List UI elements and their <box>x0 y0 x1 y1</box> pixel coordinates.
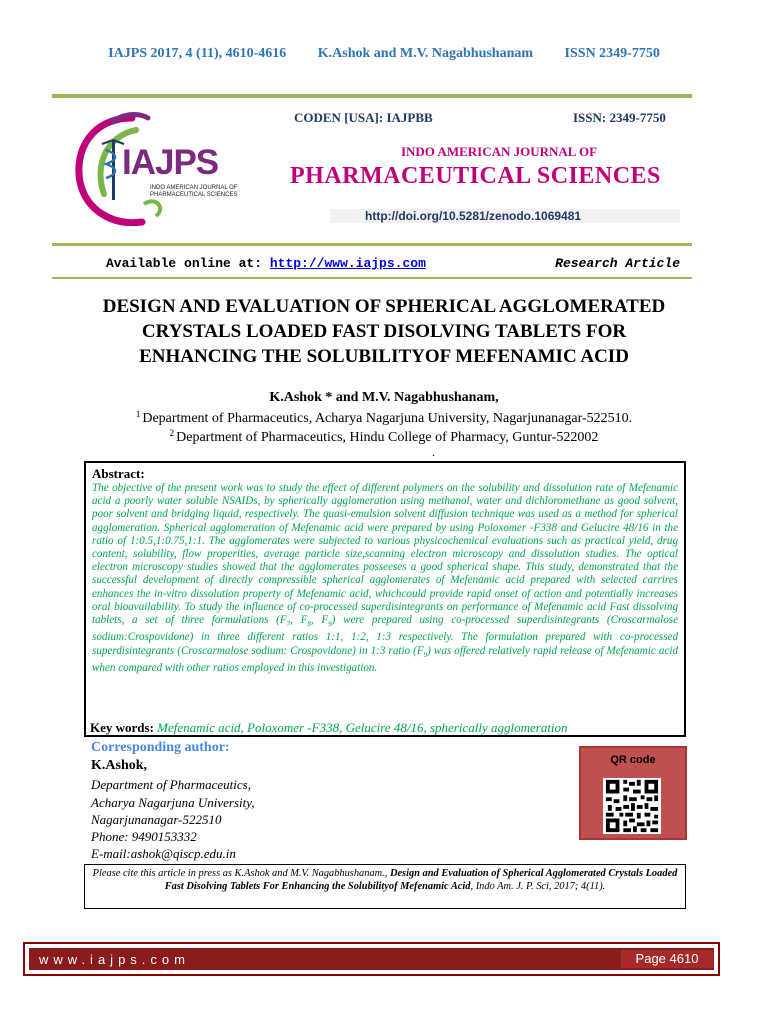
header-authors: K.Ashok and M.V. Nagabhushanam <box>317 46 534 61</box>
citation-suffix: , Indo Am. J. P. Sci, 2017; 4(11). <box>470 880 606 892</box>
corresponding-city: Nagarjunanagar-522510 <box>91 812 222 827</box>
article-type: Research Article <box>555 256 680 271</box>
doi-link[interactable]: http://doi.org/10.5281/zenodo.1069481 <box>365 209 582 223</box>
journal-name-line1: INDO AMERICAN JOURNAL OF <box>400 144 598 159</box>
masthead-rule <box>52 243 692 246</box>
footer-bar <box>29 948 714 970</box>
logo-subtitle: INDO AMERICAN JOURNAL OF PHARMACEUTICAL SCIENCES <box>150 185 238 198</box>
corresponding-department: Department of Pharmaceutics, <box>91 777 251 792</box>
affiliation-2-text: Department of Pharmaceutics, Hindu College of Pharmacy, Guntur-522002 <box>176 430 599 445</box>
article-authors: K.Ashok * and M.V. Nagabhushanam, <box>269 390 499 405</box>
header-citation: IAJPS 2017, 4 (11), 4610-4616 <box>108 46 287 61</box>
abstract-box <box>84 461 686 737</box>
keywords-label: Key words: <box>90 720 154 735</box>
qr-code-panel <box>579 746 687 840</box>
masthead-issn: ISSN: 2349-7750 <box>573 110 666 125</box>
corresponding-university: Acharya Nagarjuna University, <box>91 795 255 810</box>
abstract-text: The objective of the present work was to study the effect of different polymers on the solubility and dissolution rate of Mefenamic acid a poorly water soluble NSAIDs, by spherically agglomeration using methanol, water and dichloromethane as good solvent, poor solvent and bridging liquid, respectively. The quasi-emulsion solvent diffusion technique was used as a method for spherical agglomeration. Spherical agglomeration of Mefenamic acid were prepared by using Poloxomer -F338 and Gelucire 48/16 in the ratio of 1:0.5,1:0.75,1:1. The agglomerates were subjected to various physicochemical evaluations such as practical yield, drug content, solubility, flow properities, average particle size,scanning electron microscopy and dissolution studies. The optical electron microscopy studies showed that the agglomerates posseeses a good spherical shape. This study, demonstrated that the successful development of directly compressible spherical agglomerates of Mefenamic acid prepared with selected carrires enhances the in-vitro dissolution property of Mefenamic acid, whichcould provide rapid onset of action and potentially increases oral bioavailability. To study the influence of co-processed superdisintegrants on performance of Mefenamic acid Fast dissolving tablets, a set of three formulations ($F_7$, $F_8$, $F_9$) were prepared using co-processed superdisintegrants (Croscarmalose sodium:Crospovidone) in three different ratios 1:1, 1:2, 1:3 respectively. The formulation prepared with co-processed superdisintegrants (Croscarmalose sodium: Crospovidone) in 1:3 ratio $(F_9)$ was offered relatively rapid release of Mefenamic acid when compared with other ratios employed in this investigation. <box>92 482 679 675</box>
page-number: Page 4610 <box>621 950 713 968</box>
citation-box <box>84 864 686 909</box>
running-header <box>0 46 768 62</box>
availability-label: Available online at: <box>106 256 263 271</box>
journal-website-link[interactable]: http://www.iajps.com <box>269 256 426 271</box>
corresponding-phone: Phone: 9490153332 <box>91 829 197 844</box>
citation-prefix: Please cite this article in press as K.Ashok and M.V. Nagabhushanam., <box>92 868 388 879</box>
journal-name-line2: PHARMACEUTICAL SCIENCES <box>290 163 661 189</box>
corresponding-email[interactable]: E-mail:ashok@qiscp.edu.in <box>91 846 236 861</box>
header-issn: ISSN 2349-7750 <box>564 46 660 61</box>
affiliation-2 <box>0 428 768 446</box>
keywords-text: Mefenamic acid, Poloxomer -F338, Gelucire 48/16, spherically agglomeration <box>157 720 568 735</box>
qr-code-icon[interactable] <box>603 778 661 834</box>
footer-website[interactable]: www.iajps.com <box>39 952 190 967</box>
citation-title: Design and Evaluation of Spherical Agglomerated Crystals Loaded Fast Disolving Tablets For Enhancing the Solubilityof Mefenamic Acid <box>164 868 678 892</box>
availability-line <box>106 256 426 271</box>
affiliation-1-text: Department of Pharmaceutics, Acharya Nagarjuna University, Nagarjunanagar-522510. <box>142 411 633 426</box>
qr-code-label: QR code <box>610 754 656 766</box>
coden: CODEN [USA]: IAJPBB <box>294 110 433 125</box>
abstract-heading: Abstract: <box>92 466 145 481</box>
logo-wordmark: IAJPS <box>122 143 219 182</box>
availability-rule <box>52 277 692 279</box>
stray-dot: . <box>432 445 435 459</box>
corresponding-heading: Corresponding author: <box>91 740 230 755</box>
corresponding-name: K.Ashok, <box>91 758 148 773</box>
affiliation-1 <box>0 409 768 427</box>
page-footer <box>23 942 720 976</box>
keywords <box>90 720 568 736</box>
affiliation-2-number: 2 <box>169 428 175 438</box>
affiliation-1-number: 1 <box>135 409 141 419</box>
article-title: DESIGN AND EVALUATION OF SPHERICAL AGGLOMERATED CRYSTALS LOADED FAST DISOLVING TABLETS FOR ENHANCING THE SOLUBILITYOF MEFENAMIC ACID <box>102 296 666 367</box>
header-rule <box>52 94 692 98</box>
